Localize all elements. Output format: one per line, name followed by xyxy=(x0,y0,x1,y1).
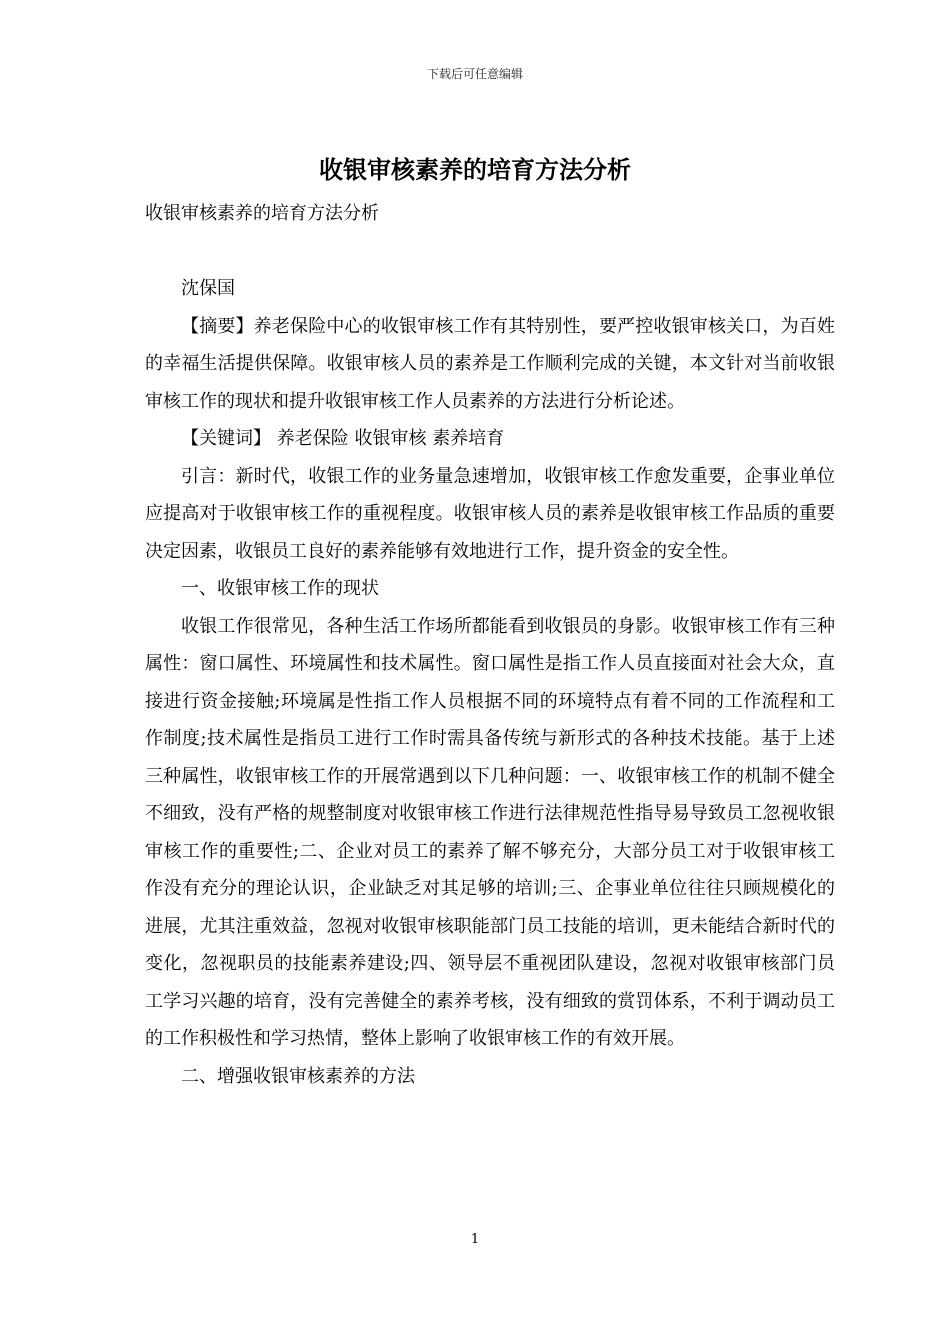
keyword-term: 养老保险 xyxy=(276,428,349,449)
keywords-label: 【关键词】 xyxy=(181,428,271,449)
document-title: 收银审核素养的培育方法分析 xyxy=(319,155,631,184)
blank-line xyxy=(145,233,835,271)
section-heading-2: 二、增强收银审核素养的方法 xyxy=(181,1065,415,1087)
document-body xyxy=(145,195,835,1095)
intro-paragraph: 引言：新时代，收银工作的业务量急速增加，收银审核工作愈发重要，企事业单位应提高对于收银审核工作的重视程度。收银审核人员的素养是收银审核工作品质的重要决定因素，收银员工良好的素养能够有效地进行工作，提升资金的安全性。 xyxy=(145,465,835,562)
abstract-paragraph: 【摘要】养老保险中心的收银审核工作有其特别性，要严控收银审核关口，为百姓的幸福生活提供保障。收银审核人员的素养是工作顺利完成的关键，本文针对当前收银审核工作的现状和提升收银审核工作人员素养的方法进行分析论述。 xyxy=(145,315,835,412)
section-body-1: 收银工作很常见，各种生活工作场所都能看到收银员的身影。收银审核工作有三种属性：窗口属性、环境属性和技术属性。窗口属性是指工作人员直接面对社会大众，直接进行资金接触;环境属是性指工作人员根据不同的环境特点有着不同的工作流程和工作制度;技术属性是指员工进行工作时需具备传统与新形式的各种技术技能。基于上述三种属性，收银审核工作的开展常遇到以下几种问题：一、收银审核工作的机制不健全不细致，没有严格的规整制度对收银审核工作进行法律规范性指导易导致员工忽视收银审核工作的重要性;二、企业对员工的素养了解不够充分，大部分员工对于收银审核工作没有充分的理论认识，企业缺乏对其足够的培训;三、企事业单位往往只顾规模化的进展，尤其注重效益，忽视对收银审核职能部门员工技能的培训，更未能结合新时代的变化，忽视职员的技能素养建设;四、领导层不重视团队建设，忽视对收银审核部门员工学习兴趣的培育，没有完善健全的素养考核，没有细致的赏罚体系，不利于调动员工的工作积极性和学习热情，整体上影响了收银审核工作的有效开展。 xyxy=(145,615,835,1049)
keyword-term: 收银审核 xyxy=(354,428,427,449)
header-note: 下载后可任意编辑 xyxy=(426,67,523,81)
subtitle: 收银审核素养的培育方法分析 xyxy=(145,203,379,224)
page-number: 1 xyxy=(470,1232,480,1247)
keywords-line xyxy=(145,420,835,458)
keyword-term: 素养培育 xyxy=(432,428,505,449)
section-heading-1: 一、收银审核工作的现状 xyxy=(181,578,379,599)
author: 沈保国 xyxy=(181,278,235,299)
